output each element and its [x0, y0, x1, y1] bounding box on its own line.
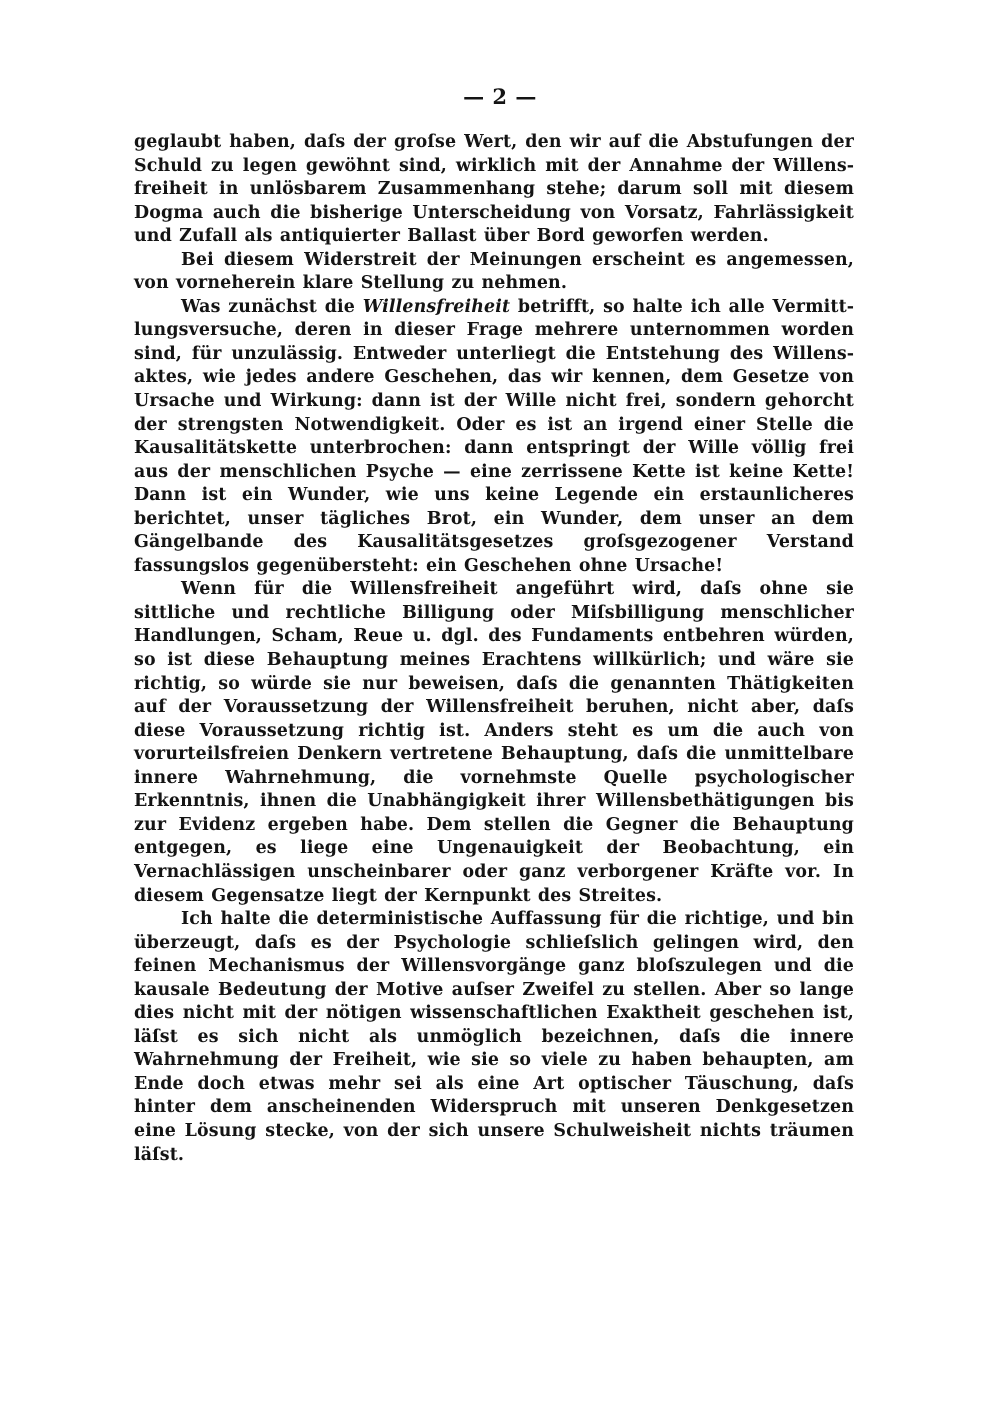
paragraph-3 [134, 296, 854, 579]
paragraph-5: Ich halte die deterministische Auffassung für die richtige, und bin überzeugt, daſs es der Psychologie schlieſslich gelingen wird, den feinen Mechanismus der Willensvorgänge ganz bloſszulegen und die kausale Bedeutung der Motive auſser Zweifel zu stellen. Aber so lange dies nicht mit der nötigen wissenschaftlichen Exaktheit geschehen ist, läſst es sich nicht als unmöglich bezeichnen, daſs die innere Wahrnehmung der Freiheit, wie sie so viele zu haben behaupten, am Ende doch etwas mehr sei als eine Art optischer Täuschung, daſs hinter dem anscheinenden Widerspruch mit unseren Denkgesetzen eine Lösung stecke, von der sich unsere Schulweisheit nichts träumen läſst. [134, 909, 854, 1165]
paragraph-1: geglaubt haben, daſs der groſse Wert, den wir auf die Abstufungen der Schuld zu legen gewöhnt sind, wirklich mit der Annahme der Willensfreiheit in unlösbarem Zusammenhang stehe; darum soll mit diesem Dogma auch die bisherige Unterscheidung von Vorsatz, Fahrlässigkeit und Zufall als antiquierter Ballast über Bord geworfen werden. [134, 132, 854, 247]
body-text [134, 131, 854, 1167]
paragraph-2: Bei diesem Widerstreit der Meinungen erscheint es angemessen, von vorneherein klare Stellung zu nehmen. [134, 249, 854, 294]
paragraph-3-after: betrifft, so halte ich alle Vermittlungsversuche, deren in dieser Frage mehrere unternommen worden sind, für unzulässig. Entweder unterliegt die Entstehung des Willensaktes, wie jedes andere Geschehen, das wir kennen, dem Gesetze von Ursache und Wirkung: dann ist der Wille nicht frei, sondern gehorcht der strengsten Notwendigkeit. Oder es ist an irgend einer Stelle die Kausalitätskette unterbrochen: dann entspringt der Wille völlig frei aus der menschlichen Psyche — eine zerrissene Kette ist keine Kette! Dann ist ein Wunder, wie uns keine Legende ein erstaunlicheres berichtet, unser tägliches Brot, ein Wunder, dem unser an dem Gängelbande des Kausalitätsgesetzes groſsgezogener Verstand fassungslos gegenübersteht: ein Geschehen ohne Ursache! [134, 296, 855, 576]
page-number: — 2 — [463, 84, 537, 109]
emphasized-term: Willensfreiheit [362, 296, 511, 317]
paragraph-3-before: Was zunächst die [181, 296, 363, 317]
paragraph-4: Wenn für die Willensfreiheit angeführt wird, daſs ohne sie sittliche und rechtliche Billigung oder Miſsbilligung menschlicher Handlungen, Scham, Reue u. dgl. des Fundaments entbehren würden, so ist diese Behauptung meines Erachtens willkürlich; und wäre sie richtig, so würde sie nur beweisen, daſs die genannten Thätigkeiten auf der Voraussetzung der Willensfreiheit beruhen, nicht aber, daſs diese Voraussetzung richtig ist. Anders steht es um die auch von vorurteilsfreien Denkern vertretene Behauptung, daſs die unmittelbare innere Wahrnehmung, die vornehmste Quelle psychologischer Erkenntnis, ihnen die Unabhängigkeit ihrer Willensbethätigungen bis zur Evidenz ergeben habe. Dem stellen die Gegner die Behauptung entgegen, es liege eine Ungenauigkeit der Beobachtung, ein Vernachlässigen unscheinbarer oder ganz verborgener Kräfte vor. In diesem Gegensatze liegt der Kernpunkt des Streites. [134, 579, 854, 906]
